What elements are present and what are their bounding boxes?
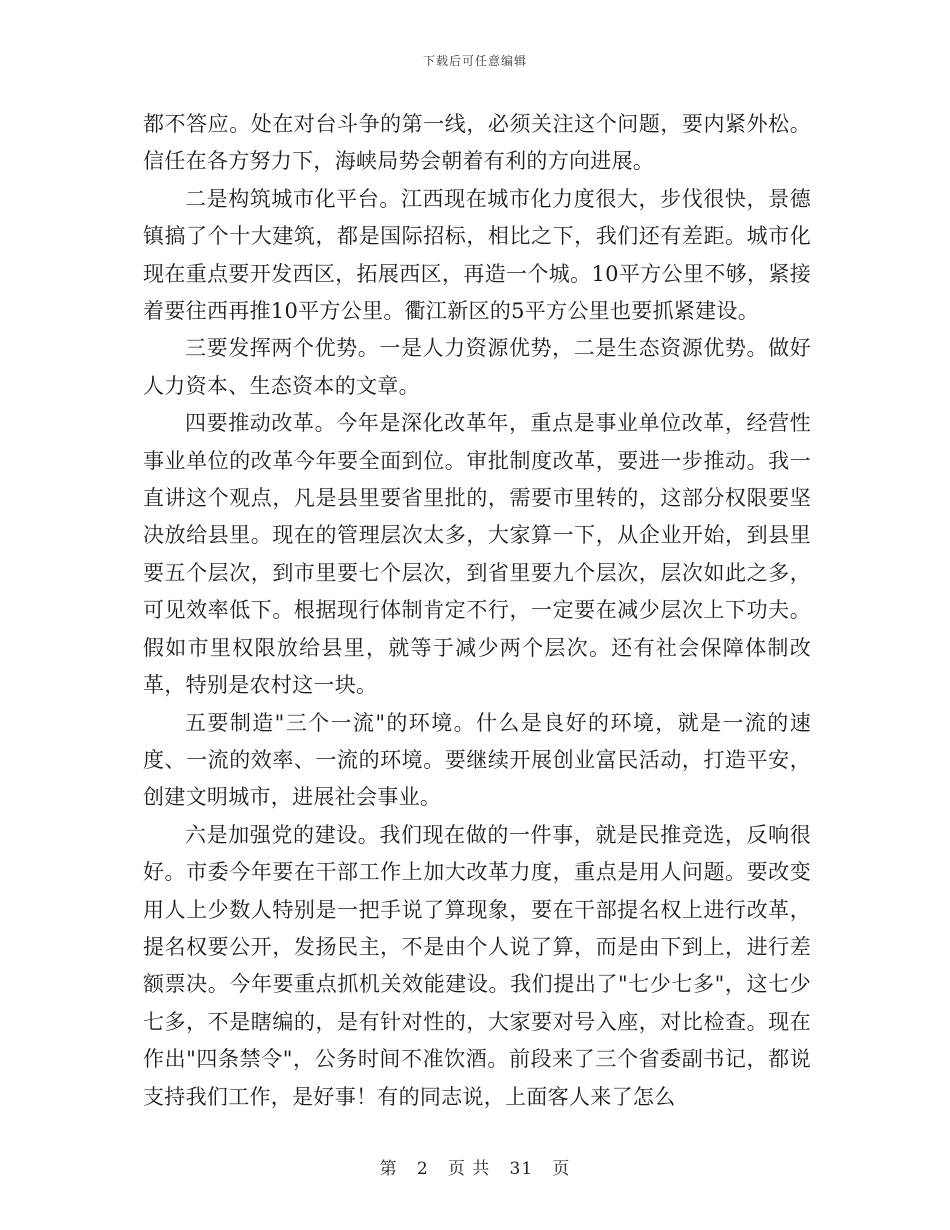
paragraph-party-building: 六是加强党的建设。我们现在做的一件事，就是民推竞选，反响很好。市委今年要在干部工作上加大改革力度，重点是用人问题。要改变用人上少数人特别是一把手说了算现象，要在干部提名权上进行改革，提名权要公开，发扬民主，不是由个人说了算，而是由下到上，进行差额票决。今年要重点抓机关效能建设。我们提出了"七少七多"，这七少七多，不是瞎编的，是有针对性的，大家要对号入座，对比检查。现在作出"四条禁令"，公务时间不准饮酒。前段来了三个省委副书记，都说支持我们工作，是好事！有的同志说，上面客人来了怎么 (143, 822, 811, 1109)
page-header (0, 52, 950, 69)
paragraph-reform: 四要推动改革。今年是深化改革年，重点是事业单位改革，经营性事业单位的改革今年要全面到位。审批制度改革，要进一步推动。我一直讲这个观点，凡是县里要省里批的，需要市里转的，这部分权限要坚决放给县里。现在的管理层次太多，大家算一下，从企业开始，到县里要五个层次，到市里要七个层次，到省里要九个层次，层次如此之多，可见效率低下。根据现行体制肯定不行，一定要在减少层次上下功夫。假如市里权限放给县里，就等于减少两个层次。还有社会保障体制改革，特别是农村这一块。 (143, 411, 811, 698)
paragraph-two-advantages: 三要发挥两个优势。一是人力资源优势，二是生态资源优势。做好人力资本、生态资本的文章。 (143, 336, 811, 398)
paragraph-urbanization: 二是构筑城市化平台。江西现在城市化力度很大，步伐很快，景德镇搞了个十大建筑，都是国际招标，相比之下，我们还有差距。城市化现在重点要开发西区，拓展西区，再造一个城。10平方公里不够，紧接着要往西再推10平方公里。衢江新区的5平方公里也要抓紧建设。 (143, 186, 811, 324)
header-note: 下载后可任意编辑 (422, 54, 527, 68)
paragraph-environment: 五要制造"三个一流"的环境。什么是良好的环境，就是一流的速度、一流的效率、一流的环境。要继续开展创业富民活动，打造平安，创建文明城市，进展社会事业。 (143, 710, 811, 810)
footer-total-pages: 31 (509, 1159, 534, 1179)
footer-prefix: 第 (379, 1159, 398, 1179)
footer-suffix: 页 (552, 1159, 571, 1179)
paragraph-continuation: 都不答应。处在对台斗争的第一线，必须关注这个问题，要内紧外松。信任在各方努力下，海峡局势会朝着有利的方向进展。 (143, 112, 811, 174)
page-footer (0, 1154, 950, 1179)
footer-middle: 页 共 (447, 1159, 491, 1179)
document-body (143, 106, 811, 1116)
footer-current-page: 2 (416, 1159, 429, 1179)
